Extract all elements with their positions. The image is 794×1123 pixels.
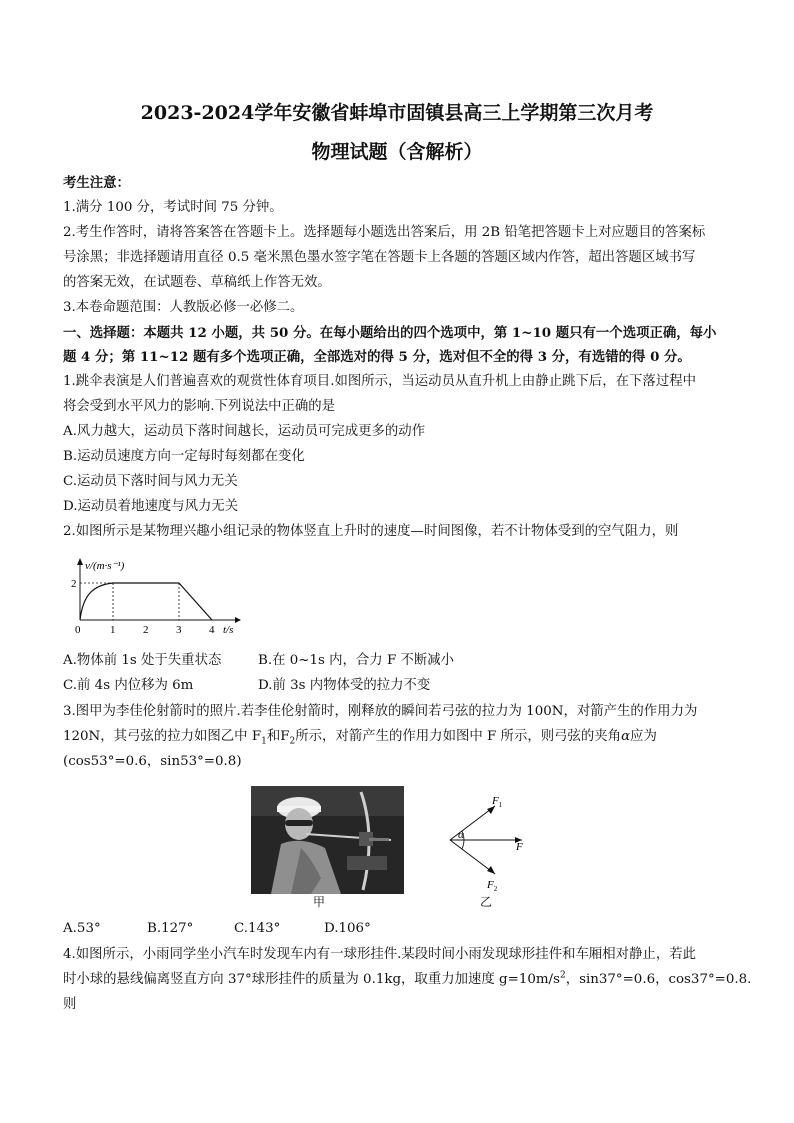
notice-item-3: 3.本卷命题范围：人教版必修一必修二。 xyxy=(63,300,304,315)
q2-option-c: C.前 4s 内位移为 6m xyxy=(63,678,194,693)
q3-figure-yi-label: 乙 xyxy=(480,895,493,909)
q2-graph-xtick-0: 0 xyxy=(75,624,81,636)
q2-graph-xtick-1: 1 xyxy=(110,624,116,636)
q2-graph-xtick-3: 3 xyxy=(176,624,182,636)
notice-item-2-line-3: 的答案无效，在试题卷、草稿纸上作答无效。 xyxy=(63,275,331,290)
q4-stem-line-3: 则 xyxy=(63,997,77,1012)
section-heading-line-1: 一、选择题：本题共 12 小题，共 50 分。在每小题给出的四个选项中，第 1~10 题只有一个选项正确，每小 xyxy=(63,325,717,341)
notice-item-1: 1.满分 100 分，考试时间 75 分钟。 xyxy=(63,200,283,215)
q2-graph-xtick-2: 2 xyxy=(143,624,149,636)
notice-heading: 考生注意： xyxy=(63,175,130,191)
q3-f1-label: $F_1$ xyxy=(492,795,503,809)
q4-stem-line-2: 时小球的悬线偏离竖直方向 37°球形挂件的质量为 0.1kg，取重力加速度 $g=10m/s^2$，sin37°=0.6，cos37°=0.8. xyxy=(63,970,752,987)
q2-graph-ytick-2: 2 xyxy=(71,578,77,590)
q1-option-c: C.运动员下落时间与风力无关 xyxy=(63,474,238,489)
page-subtitle: 物理试题（含解析） xyxy=(311,141,483,163)
q1-option-a: A.风力越大，运动员下落时间越长，运动员可完成更多的动作 xyxy=(63,424,426,439)
q3-option-c: C.143° xyxy=(234,921,281,936)
q1-stem-line-2: 将会受到水平风力的影响.下列说法中正确的是 xyxy=(63,399,336,414)
q2-option-d: D.前 3s 内物体受的拉力不变 xyxy=(258,678,431,693)
archer-photo xyxy=(251,786,404,894)
q2-option-b: B.在 0~1s 内，合力 F 不断减小 xyxy=(258,653,455,668)
q3-stem-line-3: (cos53°=0.6，sin53°=0.8) xyxy=(63,754,242,769)
q2-graph-xtick-4: 4 xyxy=(209,624,215,636)
q3-option-a: A.53° xyxy=(63,921,101,936)
q3-stem-line-2: 120N，其弓弦的拉力如图乙中 $F_1$和$F_2$所示，对箭产生的作用力如图中 F 所示，则弓弦的夹角α应为 xyxy=(63,729,657,747)
q2-stem: 2.如图所示是某物理兴趣小组记录的物体竖直上升时的速度—时间图像，若不计物体受到的空气阻力，则 xyxy=(63,524,679,539)
section-heading-line-2: 题 4 分；第 11~12 题有多个选项正确，全部选对的得 5 分，选对但不全的得 3 分，有选错的得 0 分。 xyxy=(63,349,691,365)
page-title: 2023-2024学年安徽省蚌埠市固镇县高三上学期第三次月考 xyxy=(140,102,654,124)
q3-f2-label: $F_2$ xyxy=(487,879,498,893)
q2-option-a: A.物体前 1s 处于失重状态 xyxy=(63,653,222,668)
q3-option-b: B.127° xyxy=(147,921,194,936)
q3-alpha-label: α xyxy=(458,829,464,841)
q3-force-diagram xyxy=(440,786,550,900)
q1-option-b: B.运动员速度方向一定每时每刻都在变化 xyxy=(63,449,305,464)
q3-option-d: D.106° xyxy=(324,921,371,936)
q1-stem-line-1: 1.跳伞表演是人们普遍喜欢的观赏性体育项目.如图所示，当运动员从直升机上由静止跳下后，在下落过程中 xyxy=(63,374,696,389)
notice-item-2-line-2: 号涂黑；非选择题请用直径 0.5 毫米黑色墨水签字笔在答题卡上各题的答题区域内作答，超出答题区域书写 xyxy=(63,250,696,265)
q3-f-label: F xyxy=(516,841,523,853)
q3-stem-line-1: 3.图甲为李佳伦射箭时的照片.若李佳伦射箭时，刚释放的瞬间若弓弦的拉力为 100N，对箭产生的作用力为 xyxy=(63,704,698,719)
q4-stem-line-1: 4.如图所示，小雨同学坐小汽车时发现车内有一球形挂件.某段时间小雨发现球形挂件和车厢相对静止，若此 xyxy=(63,947,696,962)
q2-graph-ylabel: v/(m·s⁻¹) xyxy=(85,560,125,572)
q3-figure-jia-label: 甲 xyxy=(313,895,326,909)
q1-option-d: D.运动员着地速度与风力无关 xyxy=(63,499,239,514)
notice-item-2-line-1: 2.考生作答时，请将答案答在答题卡上。选择题每小题选出答案后，用 2B 铅笔把答题卡上对应题目的答案标 xyxy=(63,225,706,240)
q2-velocity-time-graph xyxy=(65,555,245,641)
q2-graph-xlabel: t/s xyxy=(223,624,234,636)
